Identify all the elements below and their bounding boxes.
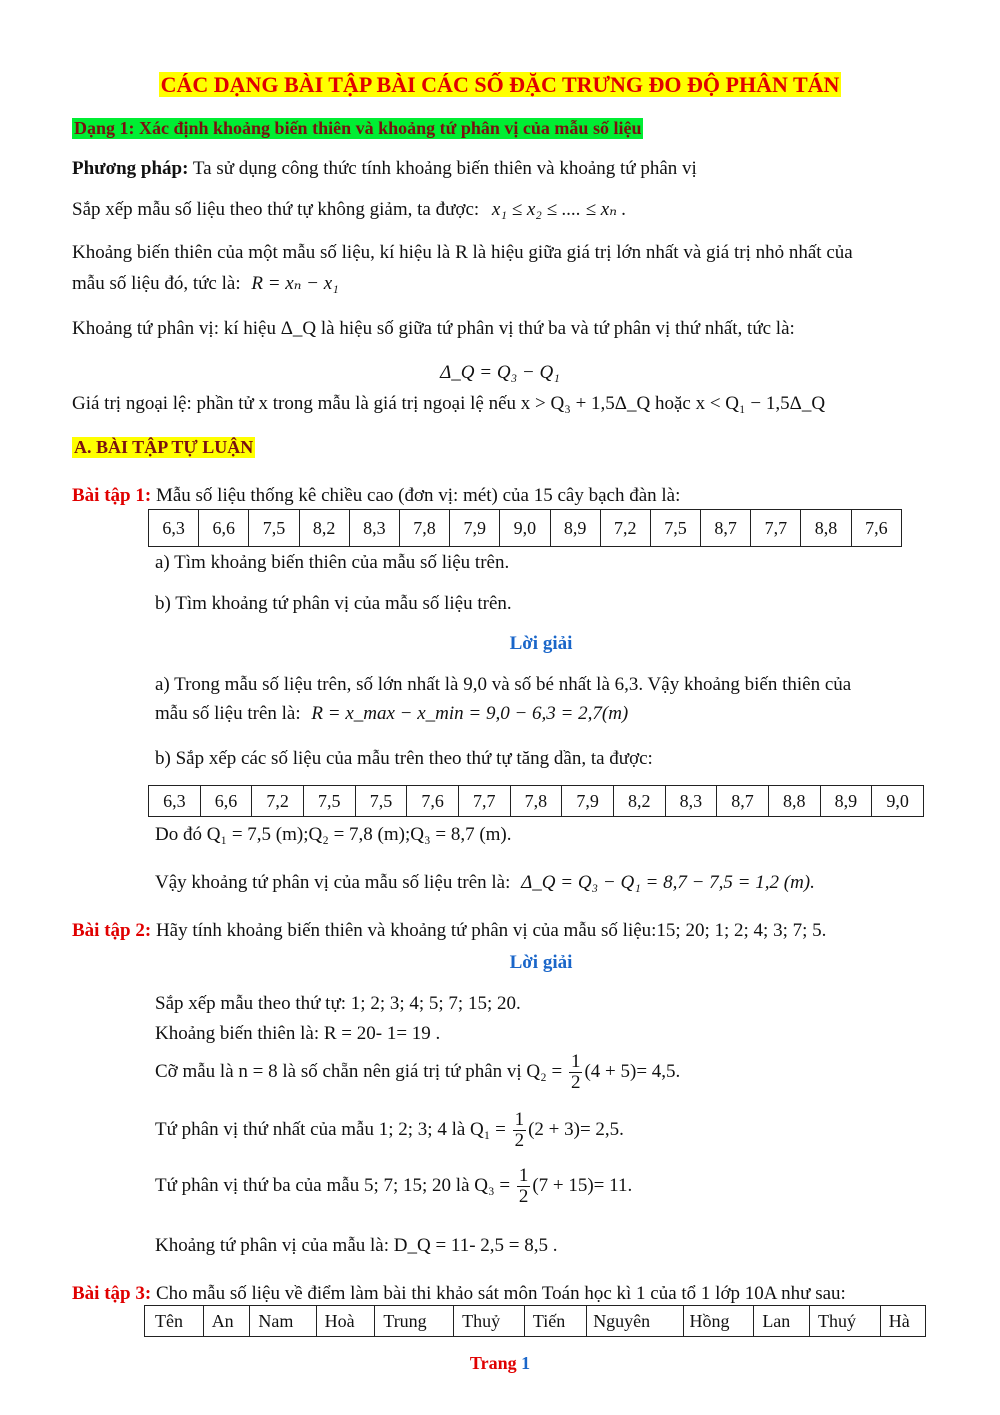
table-cell: 7,6 (851, 510, 901, 547)
outlier-line: Giá trị ngoại lệ: phần tử x trong mẫu là giá trị ngoại lệ nếu x > Q₃ + 1,5Δ_Q hoặc x < Q₁ − 1,5Δ_Q (72, 393, 826, 414)
table-cell: 7,7 (751, 510, 801, 547)
method-line (72, 158, 697, 180)
table-cell: 7,6 (407, 786, 459, 817)
fraction (517, 1166, 531, 1207)
ex2-iqr-line: Khoảng tứ phân vị của mẫu là: D_Q = 11- 2,5 = 8,5 . (155, 1235, 558, 1256)
exercise-2-text: Hãy tính khoảng biến thiên và khoảng tứ phân vị của mẫu số liệu:15; 20; 1; 2; 4; 3; 7; 5. (155, 920, 827, 941)
exercise-2-label: Bài tập 2: (72, 920, 152, 941)
table-cell: Nguyên (587, 1306, 683, 1337)
exercise-1-question-b: b) Tìm khoảng tứ phân vị của mẫu số liệu trên. (155, 593, 512, 614)
table-cell: 6,6 (199, 510, 249, 547)
table-cell: 8,2 (299, 510, 349, 547)
table-cell: 7,5 (249, 510, 299, 547)
exercise-3-prompt (72, 1283, 846, 1305)
iqr-conclusion-line (155, 872, 815, 894)
fraction-numerator: 1 (514, 1109, 525, 1130)
q1-text: Tứ phân vị thứ nhất của mẫu 1; 2; 3; 4 là Q₁ = (155, 1118, 506, 1140)
table-cell: 7,8 (399, 510, 449, 547)
sorted-data-table (148, 785, 924, 817)
q1-result: (2 + 3)= 2,5. (528, 1118, 624, 1140)
ex2-q1-line (155, 1110, 624, 1151)
table-cell: 8,7 (701, 510, 751, 547)
table-cell: 8,3 (349, 510, 399, 547)
table-cell: 8,7 (717, 786, 769, 817)
table-cell: 7,9 (450, 510, 500, 547)
fraction (513, 1110, 527, 1151)
table-cell: 7,9 (562, 786, 614, 817)
table-cell: Nam (250, 1306, 316, 1337)
fraction (569, 1052, 583, 1093)
table-cell: Hà (880, 1306, 925, 1337)
solution-a-text: mẫu số liệu trên là: (155, 703, 301, 724)
q3-result: (7 + 15)= 11. (532, 1174, 633, 1196)
table-cell: Tiến (524, 1306, 586, 1337)
exercise-3-text: Cho mẫu số liệu về điểm làm bài thi khảo sát môn Toán học kì 1 của tổ 1 lớp 10A như sau: (155, 1283, 846, 1304)
iqr-def-line: Khoảng tứ phân vị: kí hiệu Δ_Q là hiệu số giữa tứ phân vị thứ ba và tứ phân vị thứ nhất, tức là: (72, 318, 795, 339)
table-cell: 7,7 (458, 786, 510, 817)
median-text: Cỡ mẫu là n = 8 là số chẵn nên giá trị tứ phân vị Q₂ = (155, 1060, 563, 1082)
q3-text: Tứ phân vị thứ ba của mẫu 5; 7; 15; 20 là Q₃ = (155, 1174, 511, 1196)
table-cell: 7,2 (600, 510, 650, 547)
section-a-heading: A. BÀI TẬP TỰ LUẬN (74, 437, 254, 457)
footer-label: Trang (469, 1353, 517, 1373)
sort-text: Sắp xếp mẫu số liệu theo thứ tự không giảm, ta được: (72, 199, 480, 220)
method-text: Ta sử dụng công thức tính khoảng biến thiên và khoảng tứ phân vị (192, 158, 697, 179)
ex2-median-line (155, 1052, 680, 1093)
table-cell: 7,5 (355, 786, 407, 817)
table-cell: Trung (375, 1306, 454, 1337)
exercise-2-prompt (72, 920, 826, 942)
fraction-denominator: 2 (570, 1072, 581, 1093)
table-cell: 6,6 (200, 786, 252, 817)
solution-b-line1: b) Sắp xếp các số liệu của mẫu trên theo thứ tự tăng dần, ta được: (155, 748, 653, 769)
table-cell: 6,3 (149, 786, 201, 817)
page-footer (0, 1353, 1000, 1374)
table-cell: Hồng (683, 1306, 754, 1337)
ex2-range-line: Khoảng biến thiên là: R = 20- 1= 19 . (155, 1023, 441, 1044)
fraction-numerator: 1 (518, 1165, 529, 1186)
scores-table (144, 1305, 926, 1337)
iqr-conclusion-formula: Δ_Q = Q₃ − Q₁ = 8,7 − 7,5 = 1,2 (m). (521, 872, 815, 893)
exercise-1-text: Mẫu số liệu thống kê chiều cao (đơn vị: mét) của 15 cây bạch đàn là: (155, 485, 681, 506)
range-result-formula: R = x_max − x_min = 9,0 − 6,3 = 2,7(m) (311, 703, 629, 724)
table-cell: 8,8 (768, 786, 820, 817)
exercise-1-prompt (72, 485, 680, 507)
table-cell: Tên (145, 1306, 204, 1337)
height-data-table (148, 509, 902, 547)
fraction-denominator: 2 (514, 1130, 525, 1151)
table-cell: Thuỷ (454, 1306, 525, 1337)
table-cell: An (203, 1306, 250, 1337)
table-cell: 6,3 (149, 510, 199, 547)
table-cell: 9,0 (872, 786, 924, 817)
range-def-line1: Khoảng biến thiên của một mẫu số liệu, kí hiệu là R là hiệu giữa giá trị lớn nhất và giá trị nhỏ nhất của (72, 242, 853, 263)
iqr-formula: Δ_Q = Q₃ − Q₁ (440, 362, 560, 383)
table-cell: Lan (754, 1306, 810, 1337)
table-cell: 8,9 (550, 510, 600, 547)
table-cell: 8,8 (801, 510, 851, 547)
type-1-heading: Dạng 1: Xác định khoảng biến thiên và khoảng tứ phân vị của mẫu số liệu (74, 118, 642, 138)
table-cell: Hoà (316, 1306, 375, 1337)
page-title: CÁC DẠNG BÀI TẬP BÀI CÁC SỐ ĐẶC TRƯNG ĐO ĐỘ PHÂN TÁN (160, 72, 840, 97)
sort-line (72, 198, 626, 221)
exercise-1-label: Bài tập 1: (72, 485, 152, 506)
range-def-text: mẫu số liệu đó, tức là: (72, 273, 241, 294)
iqr-conclusion-text: Vậy khoảng tứ phân vị của mẫu số liệu trên là: (155, 872, 511, 893)
method-label: Phương pháp: (72, 158, 189, 179)
exercise-1-question-a: a) Tìm khoảng biến thiên của mẫu số liệu trên. (155, 552, 510, 573)
table-cell: 7,5 (650, 510, 700, 547)
fraction-numerator: 1 (570, 1051, 581, 1072)
table-cell: 8,2 (613, 786, 665, 817)
table-cell: Thuý (810, 1306, 881, 1337)
table-cell: 8,9 (820, 786, 872, 817)
range-formula: R = xₙ − x₁ (251, 273, 339, 294)
solution-heading-2: Lời giải (509, 952, 573, 973)
sort-formula: x₁ ≤ x₂ ≤ .... ≤ xₙ . (491, 199, 627, 220)
solution-a-line1: a) Trong mẫu số liệu trên, số lớn nhất là 9,0 và số bé nhất là 6,3. Vậy khoảng biến thiên của (155, 674, 852, 695)
table-cell: 7,8 (510, 786, 562, 817)
median-result: (4 + 5)= 4,5. (584, 1060, 681, 1082)
ex2-sorted-line: Sắp xếp mẫu theo thứ tự: 1; 2; 3; 4; 5; 7; 15; 20. (155, 993, 521, 1014)
ex2-q3-line (155, 1166, 632, 1207)
page-number: 1 (521, 1353, 531, 1373)
quartiles-line: Do đó Q₁ = 7,5 (m);Q₂ = 7,8 (m);Q₃ = 8,7 (m). (155, 824, 512, 845)
exercise-3-label: Bài tập 3: (72, 1283, 152, 1304)
solution-heading-1: Lời giải (509, 633, 573, 654)
range-def-line2 (72, 272, 339, 295)
table-cell: 7,2 (252, 786, 304, 817)
table-cell: 8,3 (665, 786, 717, 817)
fraction-denominator: 2 (518, 1186, 529, 1207)
table-cell: 7,5 (303, 786, 355, 817)
table-cell: 9,0 (500, 510, 550, 547)
solution-a-line2 (155, 703, 628, 725)
